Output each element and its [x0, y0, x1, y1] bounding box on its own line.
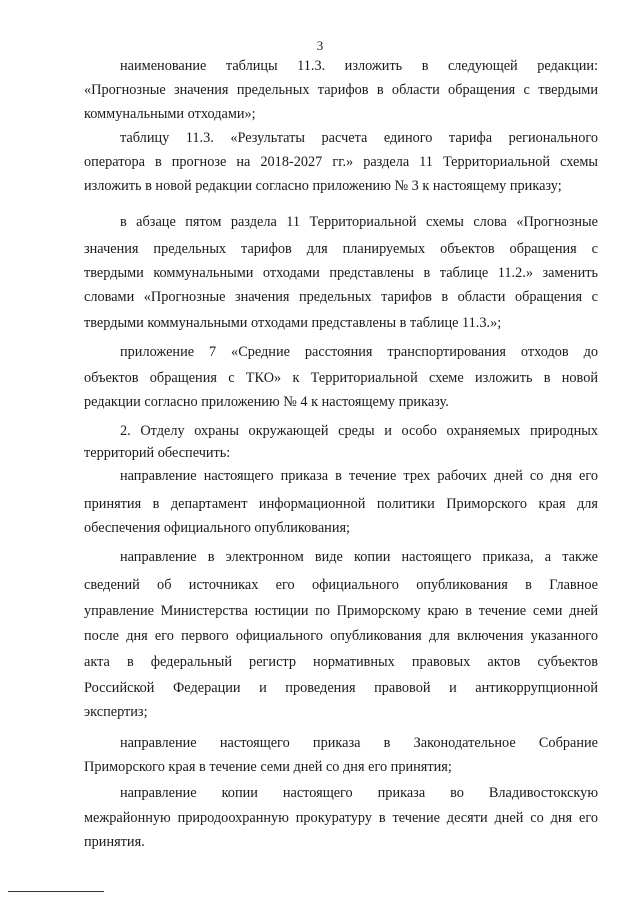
text-line: словами «Прогнозные значения предельных тарифов в области обращения с — [84, 289, 598, 305]
text-line: Приморского края в течение семи дней со дня его принятия; — [84, 759, 452, 775]
text-line: редакции согласно приложению № 4 к настоящему приказу. — [84, 394, 449, 410]
text-line: направление настоящего приказа в течение трех рабочих дней со дня его — [120, 468, 598, 484]
text-line: управление Министерства юстиции по Приморскому краю в течение семи дней — [84, 603, 598, 619]
text-line: оператора в прогнозе на 2018-2027 гг.» раздела 11 Территориальной схемы — [84, 154, 598, 170]
text-line: приложение 7 «Средние расстояния транспортирования отходов до — [120, 344, 598, 360]
text-line: экспертиз; — [84, 704, 148, 720]
text-line: сведений об источниках его официального опубликования в Главное — [84, 577, 598, 593]
text-line: акта в федеральный регистр нормативных правовых актов субъектов — [84, 654, 598, 670]
text-line: «Прогнозные значения предельных тарифов в области обращения с твердыми — [84, 82, 598, 98]
text-line: в абзаце пятом раздела 11 Территориальной схемы слова «Прогнозные — [120, 214, 598, 230]
text-line: направление в электронном виде копии настоящего приказа, а также — [120, 549, 598, 565]
text-line: направление копии настоящего приказа во Владивостокскую — [120, 785, 598, 801]
text-line: обеспечения официального опубликования; — [84, 520, 351, 536]
text-line: наименование таблицы 11.3. изложить в следующей редакции: — [120, 58, 598, 74]
text-line: таблицу 11.3. «Результаты расчета единого тарифа регионального — [120, 130, 598, 146]
text-line: принятия. — [84, 834, 145, 850]
page-number: 3 — [316, 38, 324, 53]
footer-divider — [8, 891, 104, 892]
text-line: территорий обеспечить: — [84, 445, 231, 461]
text-line: после дня его первого официального опубликования для включения указанного — [84, 628, 598, 644]
text-line: изложить в новой редакции согласно приложению № 3 к настоящему приказу; — [84, 178, 562, 194]
text-line: твердыми коммунальными отходами представлены в таблице 11.3.»; — [84, 315, 502, 331]
text-line: Российской Федерации и проведения правовой и антикоррупционной — [84, 680, 598, 696]
text-line: объектов обращения с ТКО» к Территориальной схеме изложить в новой — [84, 370, 598, 386]
text-line: межрайонную природоохранную прокуратуру в течение десяти дней со дня его — [84, 810, 598, 826]
text-line: 2. Отделу охраны окружающей среды и особо охраняемых природных — [120, 423, 598, 439]
text-line: твердыми коммунальными отходами представлены в таблице 11.2.» заменить — [84, 265, 598, 281]
text-line: направление настоящего приказа в Законодательное Собрание — [120, 735, 598, 751]
text-line: принятия в департамент информационной политики Приморского края для — [84, 496, 598, 512]
text-line: коммунальными отходами»; — [84, 106, 256, 122]
text-line: значения предельных тарифов для планируемых объектов обращения с — [84, 241, 598, 257]
